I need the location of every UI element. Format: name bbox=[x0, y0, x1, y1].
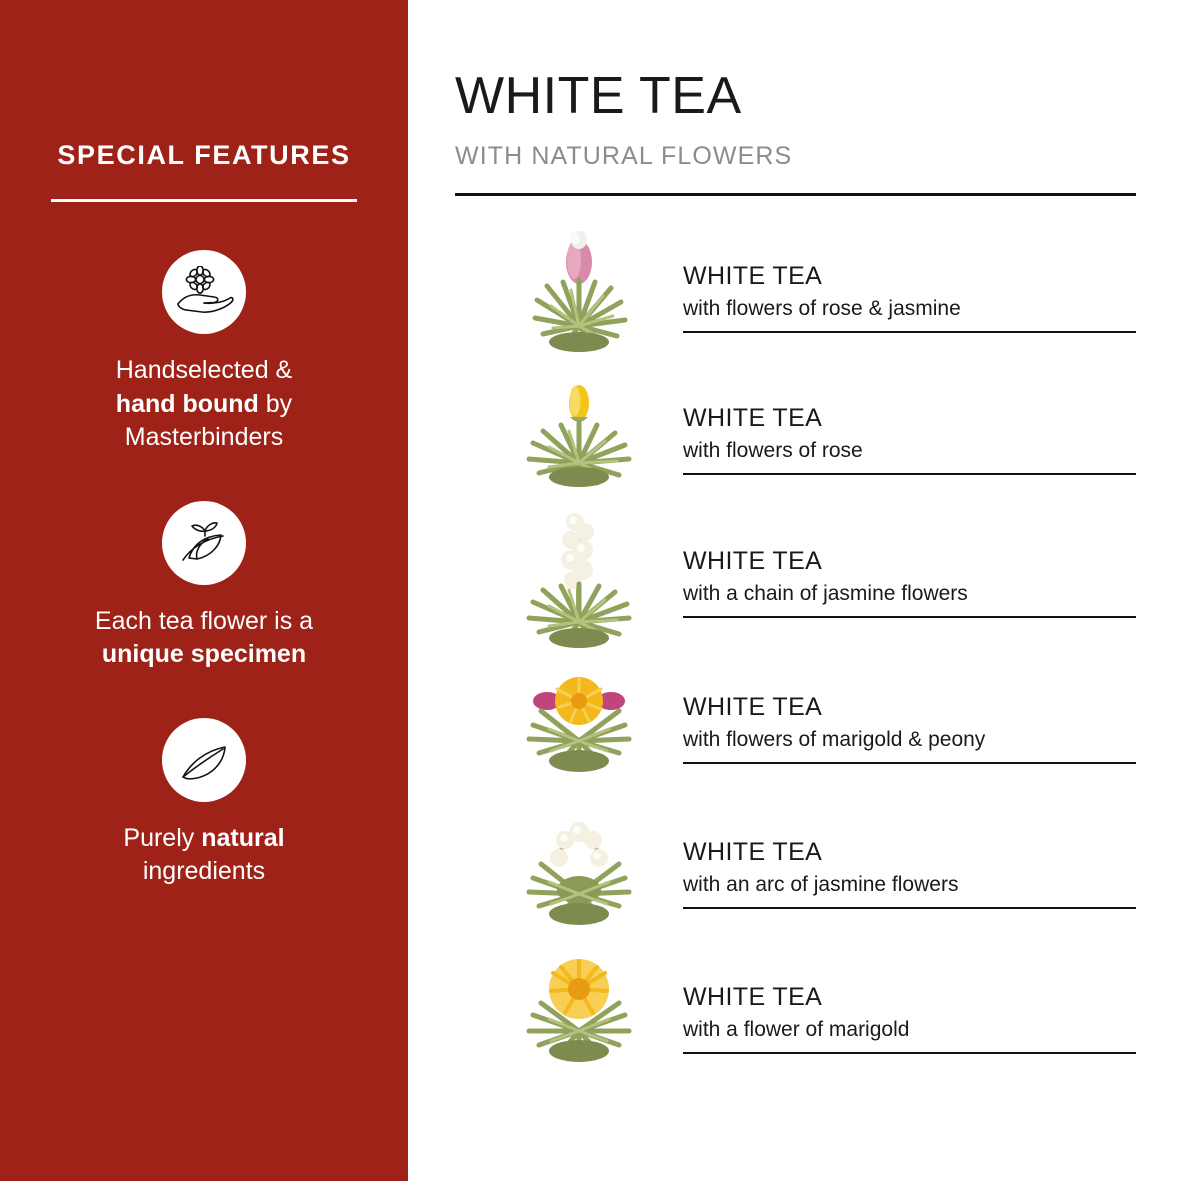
page-title: WHITE TEA bbox=[455, 67, 742, 125]
tea-variant-description: with a flower of marigold bbox=[683, 1018, 910, 1042]
tea-variant-name: WHITE TEA bbox=[683, 983, 823, 1012]
tea-variant-divider bbox=[683, 331, 1136, 333]
page-subtitle: WITH NATURAL FLOWERS bbox=[455, 142, 793, 171]
tea-variant-description: with an arc of jasmine flowers bbox=[683, 873, 959, 897]
tea-variant-text bbox=[683, 404, 1136, 475]
tea-blossom-marigold-peony-image bbox=[513, 667, 645, 817]
feature-line-1: Handselected & bbox=[115, 356, 293, 384]
feature-line-1: Purely bbox=[123, 823, 202, 852]
tea-variant-name: WHITE TEA bbox=[683, 838, 823, 867]
feature-line-1: Each tea flower is a bbox=[94, 606, 314, 635]
tea-variant-divider bbox=[683, 762, 1136, 764]
tea-blossom-jasmine-chain-image bbox=[513, 506, 645, 656]
leaf-icon bbox=[162, 718, 246, 802]
tea-variant-name: WHITE TEA bbox=[683, 547, 823, 576]
list-item bbox=[455, 512, 1136, 657]
flower-in-hand-icon bbox=[162, 250, 246, 334]
tea-variant-divider bbox=[683, 616, 1136, 618]
list-item bbox=[455, 367, 1136, 512]
feature-line-2-bold: unique specimen bbox=[101, 640, 307, 668]
tea-variant-description: with a chain of jasmine flowers bbox=[683, 582, 968, 606]
tea-variant-text bbox=[683, 838, 1136, 909]
tea-variant-divider bbox=[683, 1052, 1136, 1054]
tea-variant-description: with flowers of marigold & peony bbox=[683, 728, 986, 752]
feature-text bbox=[40, 822, 368, 889]
tea-variant-description: with flowers of rose & jasmine bbox=[683, 297, 961, 321]
tea-blossom-rose-jasmine-image bbox=[513, 216, 645, 366]
feature-item bbox=[40, 250, 368, 455]
feature-item bbox=[40, 501, 368, 672]
tea-variant-text bbox=[683, 693, 1136, 764]
tea-leaves-blossom-icon bbox=[162, 501, 246, 585]
header-divider bbox=[455, 193, 1136, 196]
feature-item bbox=[40, 718, 368, 889]
tea-variant-text bbox=[683, 983, 1136, 1054]
tea-variant-text bbox=[683, 262, 1136, 333]
tea-variant-name: WHITE TEA bbox=[683, 404, 823, 433]
tea-variant-list bbox=[455, 222, 1136, 1092]
list-item bbox=[455, 802, 1136, 947]
list-item bbox=[455, 222, 1136, 367]
feature-line-3: ingredients bbox=[142, 857, 266, 885]
tea-blossom-rose-image bbox=[513, 367, 645, 517]
tea-variant-text bbox=[683, 547, 1136, 618]
feature-line-2: by bbox=[258, 389, 293, 418]
tea-variant-description: with flowers of rose bbox=[683, 439, 863, 463]
special-features-sidebar bbox=[0, 0, 408, 1181]
tea-variant-name: WHITE TEA bbox=[683, 693, 823, 722]
tea-variant-name: WHITE TEA bbox=[683, 262, 823, 291]
tea-variant-divider bbox=[683, 907, 1136, 909]
list-item bbox=[455, 947, 1136, 1092]
feature-line-3: Masterbinders bbox=[124, 423, 284, 451]
list-item bbox=[455, 657, 1136, 802]
feature-line-2-bold: hand bound bbox=[115, 389, 259, 418]
product-list-panel bbox=[408, 0, 1181, 1181]
feature-text bbox=[40, 605, 368, 672]
sidebar-title: SPECIAL FEATURES bbox=[57, 140, 351, 170]
sidebar-title-divider bbox=[51, 199, 357, 202]
tea-blossom-jasmine-arc-image bbox=[513, 808, 645, 958]
tea-blossom-marigold-image bbox=[513, 953, 645, 1103]
feature-line-2-bold: natural bbox=[201, 823, 285, 852]
feature-text bbox=[40, 354, 368, 455]
tea-variant-divider bbox=[683, 473, 1136, 475]
